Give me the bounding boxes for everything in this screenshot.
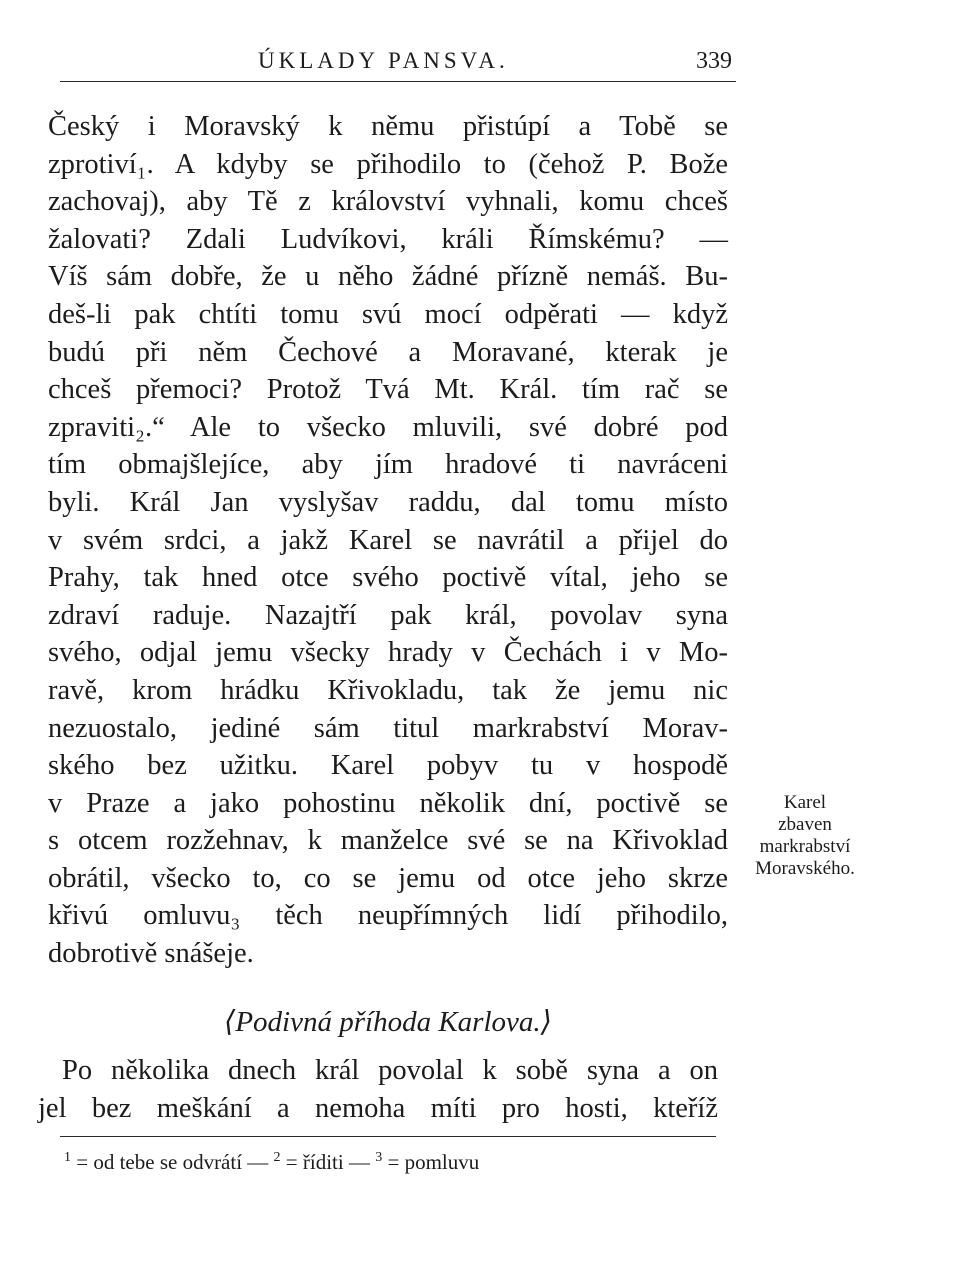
- margin-note-line: markrabství: [759, 836, 851, 857]
- text-line: Český i Moravský k němu přistúpí a Tobě se: [48, 111, 728, 142]
- text-line: Po několika dnech král povolal k sobě syna a on: [62, 1055, 718, 1086]
- text-line: dobrotivě snášeje.: [48, 938, 254, 970]
- body-text-continued: [38, 1052, 718, 1127]
- text-line: svého, odjal jemu všecky hrady v Čechách i v Mo-: [48, 637, 728, 669]
- text-line: zprotiví₁. A kdyby se přihodilo to (čehož P. Bože: [48, 148, 728, 180]
- margin-note-line: Karel: [783, 792, 827, 813]
- footnotes: [64, 1140, 479, 1176]
- text-line: v svém srdci, a jakž Karel se navrátil a přijel do: [48, 524, 728, 556]
- footnote-text: = od tebe se odvrátí —: [76, 1150, 269, 1174]
- text-line: budú při něm Čechové a Moravané, kterak je: [48, 336, 728, 368]
- text-line: zpraviti₂.“ Ale to všecko mluvili, své dobré pod: [48, 411, 728, 443]
- margin-note-line: zbaven: [778, 814, 832, 835]
- text-line: obrátil, všecko to, co se jemu od otce jeho skrze: [48, 862, 728, 894]
- page-number: 339: [696, 48, 732, 74]
- footnote-number: 1: [64, 1150, 71, 1165]
- text-line: nezuostalo, jediné sám titul markrabství Morav-: [48, 712, 728, 744]
- body-text: [48, 108, 728, 973]
- text-line: ského bez užitku. Karel pobyv tu v hospodě: [48, 750, 728, 782]
- text-line: Prahy, tak hned otce svého poctivě vítal, jeho se: [48, 562, 728, 594]
- text-line: Víš sám dobře, že u něho žádné přízně nemáš. Bu-: [48, 261, 728, 293]
- text-line: byli. Král Jan vyslyšav raddu, dal tomu místo: [48, 486, 728, 518]
- text-line: deš-li pak chtíti tomu svú mocí odpěrati — když: [48, 298, 728, 330]
- text-line: křivú omluvu₃ těch neupřímných lidí přihodilo,: [48, 900, 728, 932]
- text-line: zachovaj), aby Tě z království vyhnali, komu chceš: [48, 186, 728, 218]
- text-line: jel bez meškání a nemoha míti pro hosti, kteříž: [38, 1092, 718, 1124]
- text-line: v Praze a jako pohostinu několik dní, poctivě se: [48, 787, 728, 819]
- page-header: [60, 40, 736, 80]
- footnote-text: = pomluvu: [387, 1150, 480, 1174]
- text-line: ravě, krom hrádku Křivokladu, tak že jemu nic: [48, 674, 728, 706]
- text-line: chceš přemoci? Protož Tvá Mt. Král. tím rač se: [48, 374, 728, 406]
- footnote-rule: [60, 1136, 716, 1137]
- footnote-text: = říditi —: [285, 1150, 370, 1174]
- running-head: ÚKLADY PANSVA.: [258, 48, 509, 73]
- header-rule: [60, 81, 736, 82]
- text-line: zdraví raduje. Nazajtří pak král, povolav syna: [48, 599, 728, 631]
- section-subheading: ⟨Podivná příhoda Karlova.⟩: [224, 1006, 552, 1038]
- footnote-number: 3: [375, 1150, 383, 1165]
- margin-note: [730, 792, 880, 880]
- text-line: s otcem rozžehnav, k manželce své se na Křivoklad: [48, 825, 728, 857]
- text-line: tím obmajšlejíce, aby jím hradové ti navráceni: [48, 449, 728, 481]
- footnote-number: 2: [273, 1150, 281, 1165]
- margin-note-line: Moravského.: [755, 858, 855, 879]
- text-line: žalovati? Zdali Ludvíkovi, králi Římskému? —: [48, 223, 728, 255]
